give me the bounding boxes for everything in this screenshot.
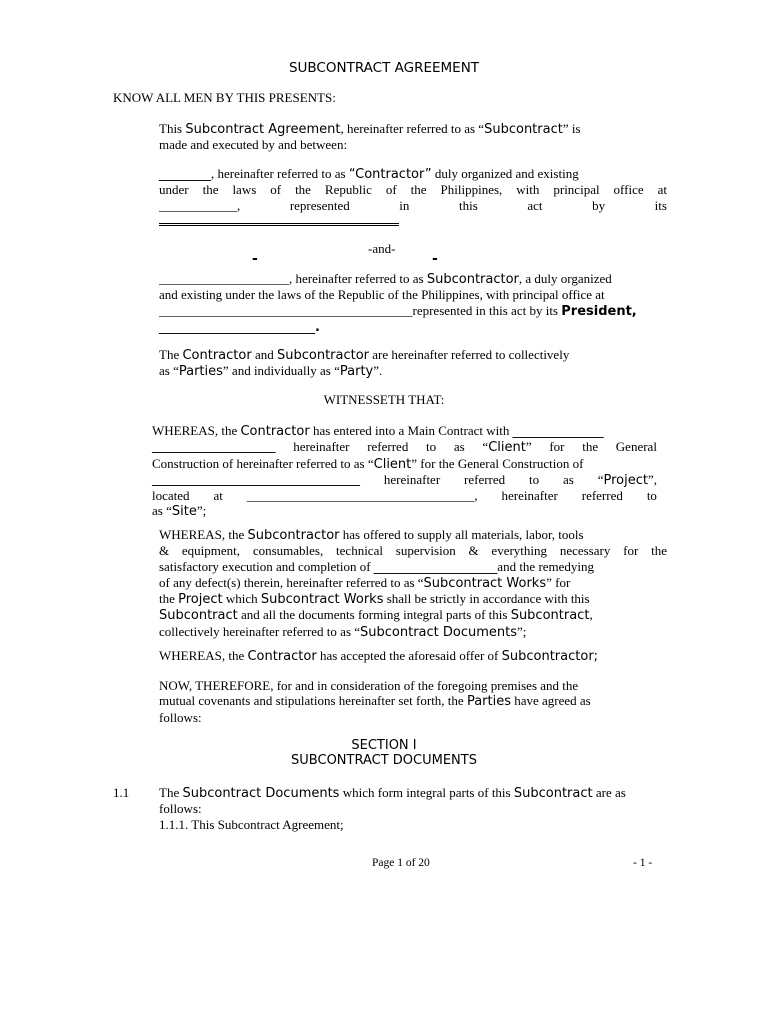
intro-paragraph: This Subcontract Agreement, hereinafter referred to as “Subcontract” is made and executed by and between:: [159, 121, 581, 153]
dash-left: -: [252, 251, 258, 267]
clause-number: 1.1: [113, 785, 130, 800]
subcontractor-office-blank: _______________________________________: [159, 302, 413, 318]
site-location-blank: ___________________________________,: [246, 488, 478, 504]
project-name-blank: ________________________________: [152, 471, 360, 487]
know-all-heading: KNOW ALL MEN BY THIS PRESENTS:: [113, 90, 336, 105]
subcontract-scope-blank: ___________________: [373, 559, 498, 575]
dash-right: -: [432, 251, 438, 267]
and-separator: -and-: [368, 241, 396, 256]
whereas-offer-paragraph: WHEREAS, the Subcontractor has offered to supply all materials, labor, tools & equipment, consumables, technical supervision & everything necessary for the satisfactory execution and completion of ___________________and the remedying of any defect(s) therein, hereinafter referred to as “Subcontract Works” for the Project which Subcontract Works shall be strictly in accordance with this Subcontract and all the documents forming integral parts of this Subcontract, collectively hereinafter referred to as “Subcontract Documents”;: [159, 527, 667, 640]
subcontractor-party-paragraph: ____________________, hereinafter referred to as Subcontractor, a duly organized and existing under the laws of the Republic of the Philippines, with principal office at _______________________________________represented in this act by its President, ________________________.: [159, 271, 637, 335]
document-title: SUBCONTRACT AGREEMENT: [288, 60, 480, 76]
contractor-office-blank: ____________,: [159, 197, 241, 213]
section-number: SECTION I: [351, 738, 417, 753]
page-counter: Page 1 of 20: [372, 857, 430, 869]
clause-1-1-paragraph: The Subcontract Documents which form integral parts of this Subcontract are as follows: 1.1.1. This Subcontract Agreement;: [159, 785, 699, 832]
contractor-party-paragraph: ________, hereinafter referred to as “Contractor” duly organized and existing under the laws of the Republic of the Philippines, with principal office at ____________, represented in this act by its: [159, 166, 667, 213]
now-therefore-paragraph: NOW, THEREFORE, for and in consideration of the foregoing premises and the mutual covenants and stipulations hereinafter set forth, the Parties have agreed as follows:: [159, 678, 591, 725]
whereas-acceptance-paragraph: WHEREAS, the Contractor has accepted the aforesaid offer of Subcontractor;: [159, 648, 599, 664]
client-name-blank: ___________________: [152, 439, 276, 455]
parties-paragraph: The Contractor and Subcontractor are hereinafter referred to collectively as “Parties” and individually as “Party”.: [159, 347, 570, 380]
subcontractor-representative-blank: ________________________: [159, 319, 315, 335]
main-contract-party-blank: ______________: [512, 424, 604, 439]
witnesseth-heading: WITNESSETH THAT:: [323, 392, 445, 407]
page-number: - 1 -: [633, 857, 653, 869]
contractor-name-blank: ________: [159, 167, 211, 182]
section-title: SUBCONTRACT DOCUMENTS: [291, 753, 477, 768]
whereas-main-contract-paragraph: WHEREAS, the Contractor has entered into a Main Contract with ______________ ___________________ hereinafter referred to as “Client” for the General Construction of hereinafter referred to as “Client” for the General Construction of ________________________________ hereinafter referred to as “Project”, located at ___________________________________, hereinafter referred to as “Site”;: [152, 423, 657, 520]
clause-item: 1.1.1. This Subcontract Agreement;: [159, 816, 344, 832]
subcontractor-name-blank: ____________________: [159, 271, 289, 286]
contractor-representative-line: [159, 220, 399, 226]
